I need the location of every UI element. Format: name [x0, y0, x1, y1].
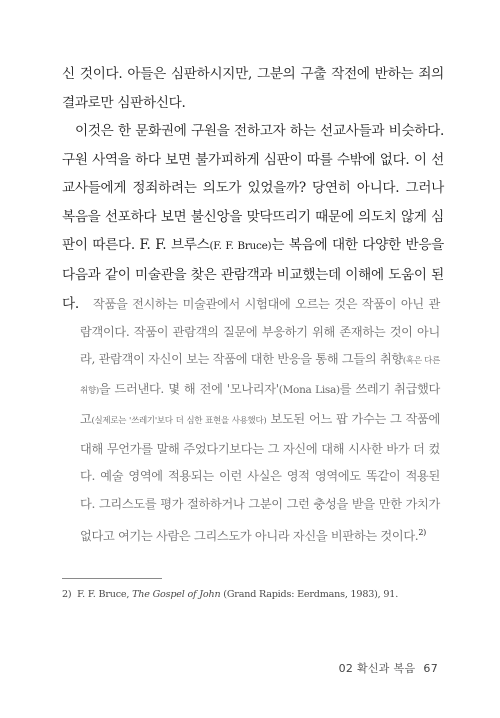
page-number: 67 — [423, 662, 438, 675]
footnote-number: 2) — [62, 589, 72, 600]
paragraph-2-text: 이것은 한 문화권에 구원을 전하고자 하는 선교사들과 비슷하다. 구원 사역을 하다 보면 불가피하게 심판이 따를 수밖에 없다. 이 선교사들에게 정죄하려는 의도가 있었을까? 당연히 아니다. 그러나 복음을 선포하다 보면 불신앙을 맞닥뜨리기 때문에 의도치 않게 심판이 따른다. F. F. 브루스 — [62, 123, 444, 254]
quote-note-taste: (혹은 다른 취향) — [80, 356, 441, 397]
footnote-author: F. F. Bruce, — [77, 589, 130, 600]
quote-paragraph — [80, 291, 440, 550]
quote-note-expression: (실제로는 '쓰레기'보다 더 심한 표현을 사용했다) — [91, 415, 267, 426]
quote-text-c: 를 쓰레기 취급했다고 — [80, 382, 440, 426]
footnote-publication: (Grand Rapids: Eerdmans, 1983), 91. — [223, 589, 399, 600]
paragraph-2 — [62, 117, 444, 318]
bruce-name: (F. F. Bruce) — [209, 240, 272, 253]
running-footer — [339, 660, 438, 676]
quote-text-a: 작품을 전시하는 미술관에서 시험대에 오르는 것은 작품이 아닌 관람객이다. 작품이 관람객의 질문에 부응하기 위해 존재하는 것이 아니라, 관람객이 자신이 보는 작품에 대한 반응을 통해 그들의 취향 — [80, 297, 440, 367]
footnote-title: The Gospel of John — [132, 589, 221, 600]
footnote — [62, 589, 452, 600]
chapter-title: 02 확신과 복음 — [338, 662, 416, 675]
mona-lisa-name: (Mona Lisa) — [278, 384, 340, 397]
paragraph-1-text: 신 것이다. 아들은 심판하시지만, 그분의 구출 작전에 반하는 죄의 결과로만 심판하신다. — [62, 66, 444, 111]
quote-text-d: 보도된 어느 팝 가수는 그 작품에 대해 무언가를 말해 주었다기보다는 그 자신에 대해 시사한 바가 더 컸다. 예술 영역에 적용되는 이런 사실은 영적 영역에도 똑같이 적용된다. 그리스도를 평가 절하하거나 그분이 그런 충성을 받을 만한 가치가 없다고 여기는 사람은 그리스도가 아니라 자신을 비판하는 것이다. — [80, 411, 440, 543]
footnote-divider — [62, 578, 162, 579]
paragraph-1 — [62, 60, 444, 117]
footnote-reference[interactable]: 2) — [418, 527, 426, 537]
quote-text-b: 을 드러낸다. 몇 해 전에 '모나리자' — [98, 382, 279, 397]
paragraph-2-end: 는 복음에 대한 다양한 반응을 다음과 같이 미술관을 찾은 관람객과 비교했는데 이해에 도움이 된다. — [62, 237, 444, 312]
